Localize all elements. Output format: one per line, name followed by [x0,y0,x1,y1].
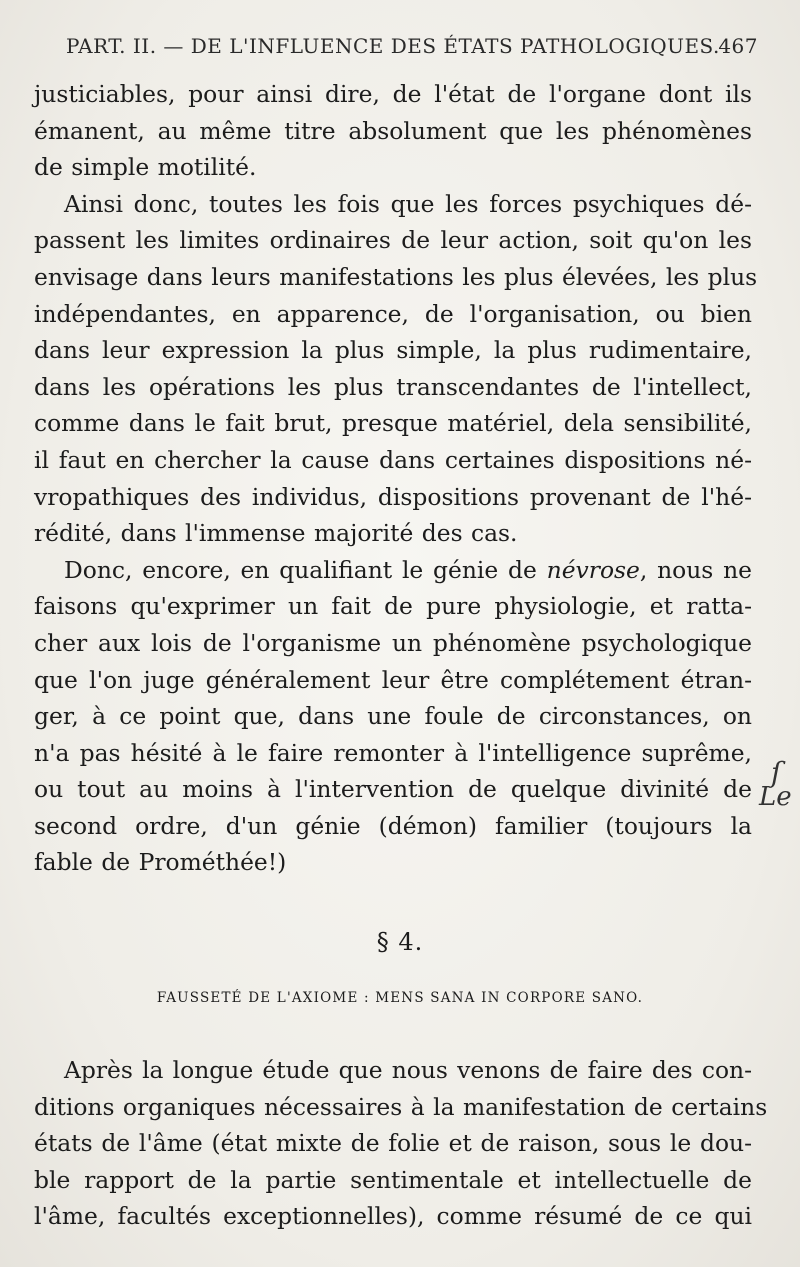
text-line: Après la longue étude que nous venons de faire des con- [64,1056,752,1084]
emphasized-word: névrose [546,555,640,584]
text-line: rédité, dans l'immense majorité des cas. [34,519,518,548]
text-line: ble rapport de la partie sentimentale et intellectuelle de [34,1165,752,1194]
text-line: que l'on juge généralement leur être complétement étran- [34,665,752,694]
text-line: émanent, au même titre absolument que les phénomènes [34,116,752,145]
text-line: il faut en chercher la cause dans certaines dispositions né- [34,445,752,474]
text-line: dans leur expression la plus simple, la plus rudimentaire, [34,336,752,365]
text-line: ou tout au moins à l'intervention de quelque divinité de [34,775,752,804]
text-line: passent les limites ordinaires de leur action, soit qu'on les [34,226,752,255]
text-line: indépendantes, en apparence, de l'organisation, ou bien [34,299,752,328]
line-end: , nous ne [639,555,752,584]
text-line: n'a pas hésité à le faire remonter à l'intelligence suprême, [34,738,752,767]
margin-mark-icon: ſ [771,756,782,789]
text-line: Ainsi donc, toutes les fois que les forces psychiques dé- [64,189,752,218]
text-line: ger, à ce point que, dans une foule de circonstances, on [34,702,752,731]
main-text-block [34,76,758,881]
text-line-with-emphasis [34,552,752,589]
text-line: second ordre, d'un génie (démon) familier (toujours la [34,811,752,840]
text-line: l'âme, facultés exceptionnelles), comme résumé de ce qui [34,1202,752,1231]
text-line: comme dans le fait brut, presque matériel, dela sensibilité, [34,409,752,438]
text-line: justiciables, pour ainsi dire, de l'état de l'organe dont ils [34,80,752,108]
text-line: faisons qu'exprimer un fait de pure physiologie, et ratta- [34,592,752,621]
line-start: Donc, encore, en qualifiant le génie de [64,555,547,584]
page-number: 467 [718,34,758,58]
section-title: FAUSSETÉ DE L'AXIOME : MENS SANA IN CORPORE SANO. [156,990,644,1006]
text-line: vropathiques des individus, dispositions provenant de l'hé- [34,482,752,511]
section-text-block [34,1052,768,1235]
handwritten-margin-note [757,756,800,820]
text-line: envisage dans leurs manifestations les plus élevées, les plus [34,262,758,291]
page-header [66,28,758,64]
text-line: cher aux lois de l'organisme un phénomène psychologique [34,628,752,657]
text-line: ditions organiques nécessaires à la manifestation de certains [34,1092,768,1121]
text-line: états de l'âme (état mixte de folie et de raison, sous le dou- [34,1129,752,1158]
margin-note-text: Le [759,782,792,812]
running-title: PART. II. — DE L'INFLUENCE DES ÉTATS PATHOLOGIQUES. [66,34,720,58]
text-line: fable de Prométhée!) [34,848,287,877]
text-line: dans les opérations les plus transcendantes de l'intellect, [34,372,752,401]
section-number: § 4. [376,928,424,956]
text-line: de simple motilité. [34,153,257,182]
